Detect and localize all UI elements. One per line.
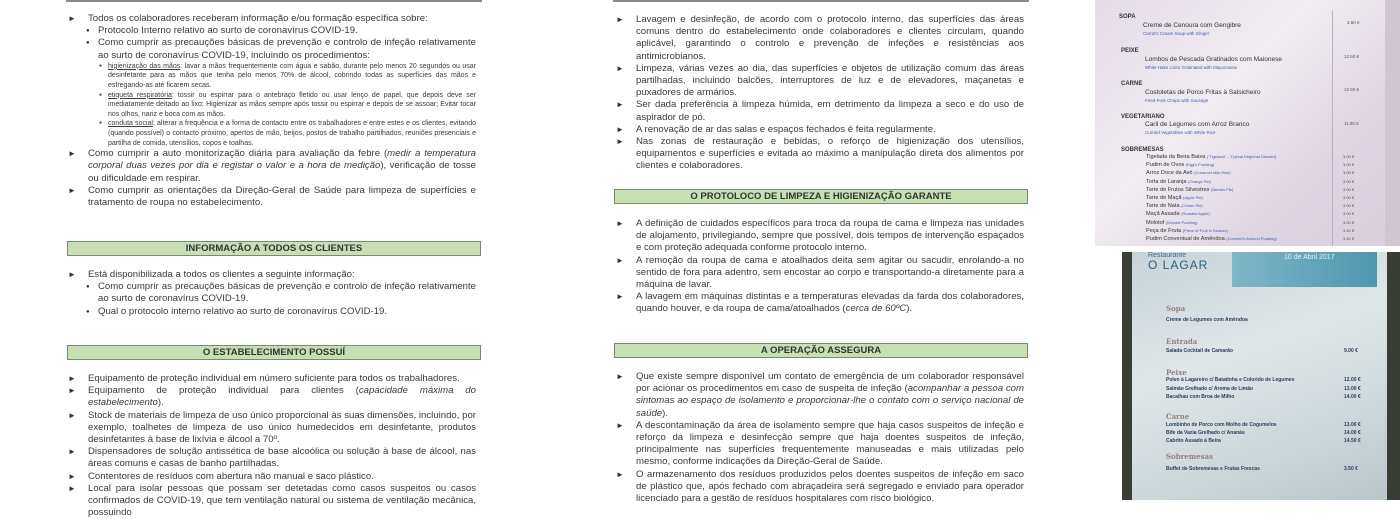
dish-english: Carrot's Cream Soup with Ginger <box>1143 31 1210 36</box>
sub-bullet-item: ● Qual o protocolo interno relativo ao surto de coronavírus COVID-19. <box>68 306 476 318</box>
menu-frame <box>1385 0 1400 246</box>
dessert-name: Tigelada da Beira Baixa <box>1146 154 1206 160</box>
menu-item-price: 14.00 € <box>1344 430 1361 436</box>
section-header: O ESTABELECIMENTO POSSUÍ <box>67 345 481 360</box>
dessert-english: (Apple Pie) <box>1183 195 1203 200</box>
dish-price: 11.50 € <box>1344 121 1359 126</box>
menu-item-price: 13.00 € <box>1344 422 1361 428</box>
dessert-item <box>1146 203 1203 209</box>
dish-name: Lombos de Pescada Gratinados com Maionese <box>1145 56 1282 63</box>
menu-category: Carne <box>1166 412 1190 421</box>
dish-price: 12.50 € <box>1344 54 1360 59</box>
dessert-english: (Piece of Fruit in Season) <box>1182 227 1228 233</box>
menu-item-price: 14.50 € <box>1344 438 1361 444</box>
establishment-section <box>68 373 476 519</box>
dish-name: Creme de Cenoura com Gengibre <box>1143 22 1241 29</box>
menu-category: Peixe <box>1166 368 1187 377</box>
top-rule <box>613 0 1029 2</box>
dessert-item <box>1146 228 1228 234</box>
dessert-item <box>1146 162 1214 168</box>
procedure-item: ● higienização das mãos: lavar a mãos frequentemente com água e sabão, durante pelo menos 20 segundos ou usar desinfetante para as mãos que tenha pelo menos 70% de álcool, cobrindo todas as superfícies das mãos e esfregando-as até ficarem secas. <box>68 62 476 91</box>
bullet-item: ► A renovação de ar das salas e espaços fechados é feita regularmente. <box>616 124 1024 136</box>
dessert-english: (Roasted Apple) <box>1181 211 1210 217</box>
dessert-name: Pudim Conventual de Amêndoa <box>1146 236 1225 242</box>
dessert-name: Tarte de Maçã <box>1146 195 1182 201</box>
section-header: O PROTOLOCO DE LIMPEZA E HIGIENIZAÇÃO GARANTE <box>614 189 1028 204</box>
menu-category: VEGETARIANO <box>1121 114 1165 120</box>
dessert-name: Peça de Fruta <box>1146 227 1182 234</box>
menu-item: Lombinho de Porco com Molho de Cogumelos <box>1166 422 1277 428</box>
menu-item: Salmão Grelhado c/ Aroma de Limão <box>1166 386 1254 392</box>
menu-item-price: 9.00 € <box>1344 348 1358 354</box>
menu-item: Polvo à Lagareiro c/ Batatinha e Colorido de Legumes <box>1166 377 1295 383</box>
menu-item-price: 12.00 € <box>1344 377 1361 383</box>
operation-section <box>616 371 1024 505</box>
dessert-price: 3.00 € <box>1343 203 1355 209</box>
bullet-item: ► Nas zonas de restauração e bebidas, o reforço de higienização dos utensílios, equipamentos e superfícies e evitada ao máximo a manipulação direta dos alimentos por clientes e colaboradores. <box>616 136 1024 173</box>
bullet-item: ► Lavagem e desinfeção, de acordo com o protocolo interno, das superfícies das áreas comuns dentro do estabelecimento onde colaboradores e clientes circulam, quando aplicável, garantindo o controlo e prevenção de infeções e resistências aos antimicrobianos. <box>616 14 1024 63</box>
dessert-item <box>1146 187 1233 193</box>
dessert-name: Arroz Doce da Avó <box>1146 170 1193 177</box>
cleaning-section <box>616 14 1024 173</box>
bullet-item: ► Equipamento de proteção individual em número suficiente para todos os trabalhadores. <box>68 373 476 385</box>
dessert-name: Torta de Laranja <box>1146 178 1187 185</box>
dessert-english: ("Tigelada" – Typical Regional Dessert) <box>1206 154 1277 159</box>
bullet-item: ► Local para isolar pessoas que possam ser detetadas como casos suspeitos ou casos confirmados de COVID-19, que tem ventilação natural ou sistema de ventilação mecânica, possuindo <box>68 483 476 519</box>
menu-photo <box>1095 0 1400 246</box>
dessert-item <box>1146 170 1231 176</box>
menu-category: PEIXE <box>1121 48 1139 54</box>
section-header: A OPERAÇÃO ASSEGURA <box>614 343 1028 358</box>
menu-category: CARNE <box>1121 81 1143 87</box>
bullet-item: ► Contentores de resíduos com abertura não manual e saco plástico. <box>68 471 476 483</box>
dessert-price: 3.00 € <box>1343 211 1355 217</box>
menu-item-price: 14.00 € <box>1344 394 1361 400</box>
bullet-item: ► Como cumprir a auto monitorização diária para avaliação da febre (medir a temperatura corporal duas vezes por dia e registar o valor e a hora de medição), verificação de tosse ou dificuldade em respirar. <box>68 148 476 185</box>
dessert-price: 3.50 € <box>1343 236 1355 241</box>
dish-name: Caril de Legumes com Arroz Branco <box>1145 121 1250 128</box>
dessert-price: 3.00 € <box>1343 162 1355 168</box>
bullet-item: ► Está disponibilizada a todos os clientes a seguinte informação: <box>68 269 476 281</box>
dish-price: 12.50 € <box>1344 87 1360 92</box>
bullet-item: ► A definição de cuidados específicos para troca da roupa de cama e limpeza nas unidades de alojamento, privilegiando, sempre que possível, dois tempos de intervenção espaçados e com proteção adequada conforme protocolo interno. <box>616 218 1024 255</box>
dessert-name: Molotof <box>1146 219 1165 226</box>
protocol-section <box>616 218 1024 316</box>
dessert-price: 3.00 € <box>1343 186 1355 192</box>
dessert-price: 3.50 € <box>1343 227 1355 233</box>
dessert-english: (Egg's Pudding) <box>1185 162 1215 168</box>
bullet-item: ► Que existe sempre disponível um contato de emergência de um colaborador responsável por acionar os procedimentos em caso de suspeita de infeção (acompanhar a pessoa com sintomas ao espaço de isolamento e proporcionar-lhe o contato com o serviço nacional de saúde). <box>616 371 1024 420</box>
bullet-item: ► Todos os colaboradores receberam informação e/ou formação específica sobre: <box>68 13 476 25</box>
menu-category: Entrada <box>1166 337 1198 346</box>
procedure-item: ● conduta social: alterar a frequência e a forma de contacto entre os trabalhadores e entre estes e os clientes, evitando (quando possível) o contacto próximo, apertos de mão, beijos, postos de trabalho partilhados, reuniões presenciais e partilha de comida, utensílios, copos e toalhas. <box>68 119 476 148</box>
bullet-item: ► Como cumprir as orientações da Direção-Geral de Saúde para limpeza de superfícies e tratamento de roupa no estabelecimento. <box>68 185 476 209</box>
dessert-english: (Berries Pie) <box>1210 186 1234 192</box>
dessert-english: (Molotof Pudding) <box>1165 219 1198 225</box>
dessert-name: Tarte de Nata <box>1146 203 1180 210</box>
bullet-item: ► Equipamento de proteção individual para clientes (capacidade máxima do estabelecimento). <box>68 385 476 409</box>
dessert-item <box>1146 154 1276 160</box>
bullet-item: ► A lavagem em máquinas distintas e a temperaturas elevadas da farda dos colaboradores, quando houver, e da roupa de cama/atoalhados (cerca de 60ºC). <box>616 291 1024 315</box>
menu-category: Sobremesas <box>1166 452 1214 461</box>
dessert-price: 3.00 € <box>1343 195 1355 200</box>
dessert-price: 3.00 € <box>1343 170 1355 176</box>
dessert-english: (Convent's Almond Pudding) <box>1226 236 1277 241</box>
clients-info-section <box>68 269 476 318</box>
dish-name: Costoletas de Porco Fritas à Salsicheiro <box>1145 89 1261 96</box>
dessert-item <box>1146 220 1197 226</box>
menu-date: 10 de Abril 2017 <box>1284 254 1335 261</box>
dessert-name: Tarte de Frutos Silvestres <box>1146 186 1210 193</box>
bullet-item: ► Dispensadores de solução antissética de base alcoólica ou solução à base de álcool, nas áreas comuns e casas de banho partilhadas. <box>68 446 476 470</box>
menu-category: Sopa <box>1166 304 1186 313</box>
bullet-item: ► A remoção da roupa de cama e atoalhados deita sem agitar ou sacudir, enrolando-a no sentido de fora para adentro, sem encostar ao corpo e transportando-a diretamente para a máquina de lavar. <box>616 255 1024 292</box>
restaurant-logo-top: Restaurante <box>1148 252 1187 259</box>
restaurant-logo: O LAGAR <box>1148 258 1209 272</box>
menu-window-photo <box>1122 252 1400 500</box>
dessert-item <box>1146 211 1210 217</box>
procedure-item: ● etiqueta respiratória: tossir ou espirrar para o antebraço fletido ou usar lenço de papel, que depois deve ser imediatamente deitado ao lixo; Higienizar as mãos sempre após tossir ou espirrar e depois de se assoar; Evitar tocar nos olhos, nariz e boca com as mãos. <box>68 91 476 120</box>
staff-training-section <box>68 13 476 209</box>
dessert-price: 3.00 € <box>1343 154 1355 159</box>
dessert-item <box>1146 179 1211 185</box>
section-header: INFORMAÇÃO A TODOS OS CLIENTES <box>67 241 481 256</box>
menu-item: Creme de Legumes com Amêndoa <box>1166 317 1248 323</box>
dessert-english: (Creamed Milk Rice) <box>1194 170 1231 176</box>
menu-item: Salada Cocktail de Camarão <box>1166 348 1233 354</box>
bullet-item: ► Ser dada preferência à limpeza húmida, em detrimento da limpeza a seco e do uso de aspirador de pó. <box>616 99 1024 123</box>
dessert-english: (Cream Pie) <box>1181 203 1203 209</box>
bullet-item: ► Limpeza, várias vezes ao dia, das superfícies e objetos de utilização comum das áreas partilhadas, incluindo balcões, interruptores de luz e de elevadores, maçanetas e puxadores de armários. <box>616 63 1024 100</box>
dish-english: White Hake Loins Gratinated with Mayonnaise <box>1145 65 1238 70</box>
menu-category: SOPA <box>1119 14 1136 20</box>
menu-item: Bife da Vazia Grelhado c/ Ananás <box>1166 430 1245 436</box>
menu-item: Buffet de Sobremesas e Frutas Frescas <box>1166 466 1260 472</box>
bullet-item: ► A descontaminação da área de isolamento sempre que haja casos suspeitos de infeção e reforço da limpeza e desinfecção sempre que haja doentes suspeitos de infeção, principalmente nas superfícies frequentemente manuseadas e mais utilizadas pelo mesmo, conforme indicações da Direção-Geral de Saúde. <box>616 420 1024 469</box>
dish-english: Curried Vegetables with White Rice <box>1145 130 1216 135</box>
dessert-price: 3.00 € <box>1343 178 1355 184</box>
dessert-item <box>1146 236 1277 242</box>
menu-category: SOBREMESAS <box>1121 147 1164 153</box>
sub-bullet-item: ● Como cumprir as precauções básicas de prevenção e controlo de infeção relativamente ao surto de coronavírus COVID-19. <box>68 281 476 305</box>
dessert-english: (Orange Pie) <box>1188 178 1211 184</box>
dish-price: 2.50 € <box>1347 20 1360 25</box>
dessert-name: Pudim de Ovos <box>1146 162 1185 169</box>
menu-item-price: 3.50 € <box>1344 466 1358 472</box>
menu-item: Cabrito Assado à Beira <box>1166 438 1221 444</box>
sub-bullet-item: ● Como cumprir as precauções básicas de prevenção e controlo de infeção relativamente ao surto de coronavírus COVID-19, incluindo os procedimentos: <box>68 37 476 61</box>
dessert-item <box>1146 195 1203 201</box>
dessert-name: Maçã Assada <box>1146 211 1180 218</box>
bullet-item: ► Stock de materiais de limpeza de uso único proporcional às suas dimensões, incluindo, por exemplo, toalhetes de limpeza de uso único humedecidos em desinfetante, produtos desinfetantes à base de lixívia e álcool a 70º. <box>68 410 476 447</box>
dish-english: Fried Pork Chops with Sausage <box>1145 98 1209 103</box>
top-rule <box>66 0 482 2</box>
menu-item-price: 13.00 € <box>1344 386 1361 392</box>
bullet-item: ► O armazenamento dos resíduos produzidos pelos doentes suspeitos de infeção em saco de plástico que, após fechado com abraçadeira será segregado e enviado para operador licenciado para a gestão de resíduos hospitalares com risco biológico. <box>616 469 1024 506</box>
menu-item: Bacalhau com Broa de Milho <box>1166 394 1235 400</box>
sub-bullet-item: ● Protocolo Interno relativo ao surto de coronavírus COVID-19. <box>68 25 476 37</box>
dessert-price: 3.00 € <box>1343 219 1355 225</box>
